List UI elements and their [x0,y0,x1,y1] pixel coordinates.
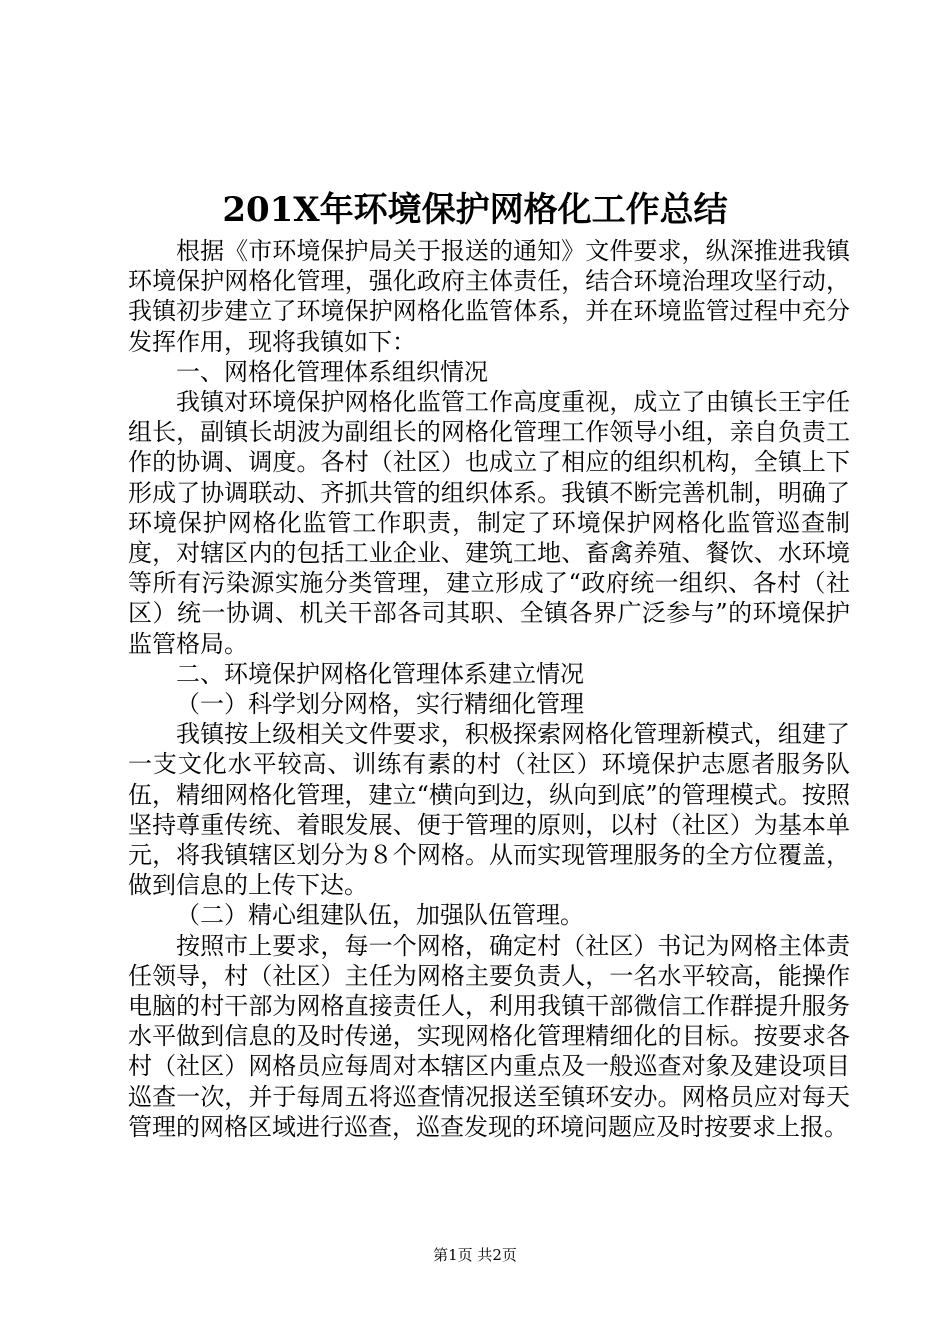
page-footer: 第1页 共2页 [433,1246,517,1264]
subsection-heading-2: （二）精心组建队伍，加强队伍管理。 [176,901,584,930]
paragraph-organization: 我镇对环境保护网格化监管工作高度重视，成立了由镇长王宇任组长，副镇长胡波为副组长的网格化管理工作领导小组，亲自负责工作的协调、调度。各村（社区）也成立了相应的组织机构，全镇上下形成了协调联动、齐抓共管的组织体系。我镇不断完善机制，明确了环境保护网格化监管工作职责，制定了环境保护网格化监管巡查制度，对辖区内的包括工业企业、建筑工地、畜禽养殖、餐饮、水环境等所有污染源实施分类管理，建立形成了“政府统一组织、各村（社区）统一协调、机关干部各司其职、全镇各界广泛参与”的环境保护监管格局。 [128,388,850,658]
paragraph-intro: 根据《市环境保护局关于报送的通知》文件要求，纵深推进我镇环境保护网格化管理，强化政府主体责任，结合环境治理攻坚行动，我镇初步建立了环境保护网格化监管体系，并在环境监管过程中充分发挥作用，现将我镇如下： [128,237,850,356]
paragraph-grid-division: 我镇按上级相关文件要求，积极探索网格化管理新模式，组建了一支文化水平较高、训练有素的村（社区）环境保护志愿者服务队伍，精细网格化管理，建立“横向到边，纵向到底”的管理模式。按照坚持尊重传统、着眼发展、便于管理的原则，以村（社区）为基本单元，将我镇辖区划分为８个网格。从而实现管理服务的全方位覆盖，做到信息的上传下达。 [128,720,850,900]
section-heading-1: 一、网格化管理体系组织情况 [176,357,488,386]
paragraph-team-management: 按照市上要求，每一个网格，确定村（社区）书记为网格主体责任领导，村（社区）主任为网格主要负责人，一名水平较高，能操作电脑的村干部为网格直接责任人，利用我镇干部微信工作群提升服务水平做到信息的及时传递，实现网格化管理精细化的目标。按要求各村（社区）网格员应每周对本辖区内重点及一般巡查对象及建设项目巡查一次，并于每周五将巡查情况报送至镇环安办。网格员应对每天管理的网格区域进行巡查，巡查发现的环境问题应及时按要求上报。 [128,931,850,1141]
subsection-heading-1: （一）科学划分网格，实行精细化管理 [176,690,584,719]
document-body [128,236,850,1142]
section-heading-2: 二、环境保护网格化管理体系建立情况 [176,659,584,688]
document-title: 201X年环境保护网格化工作总结 [222,190,728,230]
